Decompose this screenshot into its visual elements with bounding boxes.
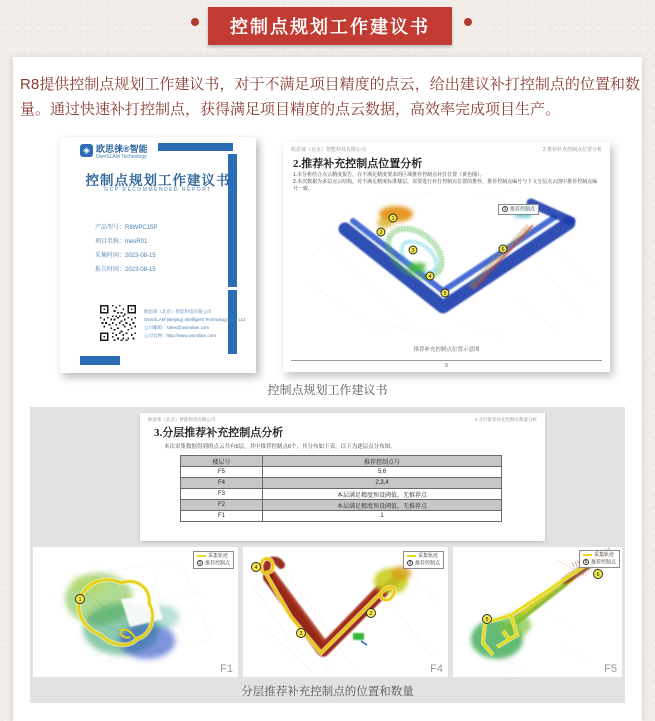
pointcloud-overview-image — [293, 187, 600, 342]
field-product: 产品型号：R8WPC15P — [95, 225, 158, 231]
green-marker-patch — [353, 633, 364, 640]
cell-points: 1 — [263, 511, 502, 522]
cell-floor: F3 — [181, 489, 263, 500]
trajectory-swatch-icon — [583, 554, 592, 556]
brand-logo-icon: ◈ — [80, 144, 93, 157]
svg-text:6: 6 — [596, 572, 600, 579]
legend-trajectory-label: 采集轨迹 — [207, 553, 228, 559]
legend-point-row — [407, 560, 440, 567]
company-website: 公司官网：http://www.ownslam.com — [144, 333, 217, 338]
legend-trajectory-label: 采集轨迹 — [417, 553, 438, 559]
legend-trajectory-label: 采集轨迹 — [593, 552, 614, 558]
page2-title: 2.推荐补充控制点位置分析 — [293, 158, 423, 170]
company-name-cn: 欧思徕（北京）智能科技有限公司 — [144, 309, 212, 314]
svg-text:6: 6 — [501, 247, 505, 253]
circled-number-icon: 1 — [503, 206, 507, 211]
control-point-marker-1 — [389, 214, 397, 222]
floor-label: F4 — [430, 663, 443, 675]
table-row-f2 — [181, 500, 502, 511]
floor-image-f1 — [33, 547, 238, 677]
svg-text:4: 4 — [254, 565, 258, 572]
legend-point-row — [583, 559, 616, 566]
cell-points: 本层满足精度预设阈值，无推荐点 — [263, 489, 502, 500]
cell-floor: F4 — [181, 478, 263, 489]
legend-trajectory-row — [407, 553, 440, 560]
svg-text:1: 1 — [78, 597, 82, 604]
cell-points: 5,6 — [263, 467, 502, 478]
circled-number-icon: 5 — [584, 559, 588, 564]
cover-subtitle: GCP RECOMMENDED REPORT — [104, 187, 212, 193]
page3-header-left: 欧思徕（北京）智能科技有限公司 — [148, 417, 216, 422]
legend-point-label: 推荐控制点 — [510, 206, 536, 213]
page2-header-left: 欧思徕（北京）智能科技有限公司 — [291, 147, 367, 153]
f5-legend — [579, 550, 620, 568]
floor-image-f5 — [453, 547, 622, 677]
page2-header-right: 2.推荐补充控制点位置分析 — [542, 147, 602, 153]
table-row-f4 — [181, 478, 502, 489]
analysis-panel — [30, 407, 625, 703]
legend-point-row — [197, 560, 230, 567]
svg-text:5: 5 — [485, 617, 489, 624]
panel-caption: 分层推荐补充控制点的位置和数量 — [241, 686, 414, 698]
brand-subtitle: OwnSLAM Technology — [96, 154, 147, 160]
report-page-3 — [140, 413, 545, 541]
cell-points: 2,3,4 — [263, 478, 502, 489]
report-page-2 — [283, 142, 610, 372]
company-name-en: OwnSLAM (Beijing) Intelligent Technology Co., Ltd. — [144, 317, 246, 322]
floor-table — [180, 455, 502, 522]
control-point-marker-5 — [483, 615, 492, 624]
col-header-points: 推荐控制点号 — [263, 456, 502, 467]
svg-text:3: 3 — [299, 631, 303, 638]
documents-caption: 控制点规划工作建议书 — [267, 383, 388, 397]
control-point-marker-3 — [297, 629, 306, 638]
svg-text:5: 5 — [443, 291, 447, 297]
col-header-floor: 楼层号 — [181, 456, 263, 467]
control-point-marker-4 — [426, 272, 434, 280]
trajectory-swatch-icon — [407, 555, 416, 557]
control-point-marker-4 — [252, 563, 261, 572]
svg-text:2: 2 — [369, 611, 373, 618]
f1-legend — [193, 551, 234, 569]
legend-trajectory-row — [197, 553, 230, 560]
red-dot-left-icon — [191, 18, 199, 26]
legend-point-label: 推荐控制点 — [414, 560, 440, 567]
page-title: 控制点规划工作建议书 — [208, 7, 452, 45]
blue-pointcloud — [345, 203, 571, 307]
page3-header-right: 3.分层推荐补充控制点数量分析 — [474, 417, 537, 422]
green-patch — [409, 263, 425, 272]
field-collect-date: 采集时间：2023-08-15 — [95, 253, 156, 259]
f4-legend — [403, 551, 444, 569]
floor-label: F5 — [604, 663, 617, 675]
control-point-marker-2 — [377, 228, 385, 236]
table-row-f1 — [181, 511, 502, 522]
cell-points: 本层满足精度预设阈值，无推荐点 — [263, 500, 502, 511]
page2-legend — [498, 204, 539, 215]
table-row-f5 — [181, 467, 502, 478]
cover-top-bar — [158, 143, 233, 151]
legend-trajectory-row — [583, 552, 616, 559]
floor-image-f4 — [243, 547, 448, 677]
company-email: 公司邮箱：sales@ownslam.com — [144, 325, 210, 330]
cell-floor: F2 — [181, 500, 263, 511]
circled-number-icon: 2 — [408, 560, 412, 565]
page2-note-2: 2.本次数据为多层点云结构，对不满足精度标准楼层，需要进行补打控制点位置的推荐，推荐控制点编号与下文分层点云图中推荐控制点编号一致。 — [293, 179, 598, 192]
legend-point-label: 推荐控制点 — [204, 560, 230, 567]
control-point-marker-5 — [441, 289, 449, 297]
table-row-f3 — [181, 489, 502, 500]
legend-point-label: 推荐控制点 — [590, 559, 616, 566]
control-point-marker-2 — [367, 609, 376, 618]
page2-footer-rule — [291, 360, 602, 361]
page2-page-number: 8 — [445, 363, 448, 369]
page2-note-1: 1.本分析结合点云精度报告，在不满足精度要求的区域推荐控制点补打位置（黄色圈）。 — [293, 172, 485, 178]
control-point-marker-3 — [409, 246, 417, 254]
field-project: 项目名称：mesR01 — [95, 239, 148, 245]
brand-name: 欧思徕®智能 — [96, 144, 148, 154]
svg-text:3: 3 — [411, 248, 415, 254]
cell-floor: F1 — [181, 511, 263, 522]
field-report-date: 报告时间：2023-08-15 — [95, 267, 156, 273]
red-dot-right-icon — [464, 18, 472, 26]
report-cover — [60, 137, 256, 373]
cover-fields — [95, 221, 157, 277]
cell-floor: F5 — [181, 467, 263, 478]
trajectory-swatch-icon — [197, 555, 206, 557]
circled-number-icon: 1 — [198, 560, 202, 565]
page2-figure-caption: 推荐补充控制点位置示意图 — [413, 347, 480, 353]
svg-text:4: 4 — [428, 274, 432, 280]
cover-bottom-bar — [80, 356, 120, 365]
cover-title: 控制点规划工作建议书 — [85, 173, 231, 188]
brand-logo — [80, 144, 148, 160]
table-header-row — [181, 456, 502, 467]
company-info — [144, 308, 246, 340]
control-point-marker-6 — [594, 570, 603, 579]
qr-code — [100, 305, 136, 341]
control-point-marker-6 — [499, 245, 507, 253]
svg-text:2: 2 — [379, 230, 383, 236]
floor-label: F1 — [220, 663, 233, 675]
page3-title: 3.分层推荐补充控制点分析 — [154, 427, 284, 439]
page3-paragraph: 本次采集数据得到的点云共有5层，其中推荐控制点6个，其分布如下表，以下为逐层点分布图。 — [164, 444, 396, 450]
blue-tick — [361, 641, 367, 645]
intro-paragraph: R8提供控制点规划工作建议书，对于不满足项目精度的点云，给出建议补打控制点的位置和数量。通过快速补打控制点，获得满足项目精度的点云数据，高效率完成项目生产。 — [20, 76, 640, 118]
control-point-marker-1 — [76, 595, 85, 604]
svg-text:1: 1 — [391, 216, 395, 222]
